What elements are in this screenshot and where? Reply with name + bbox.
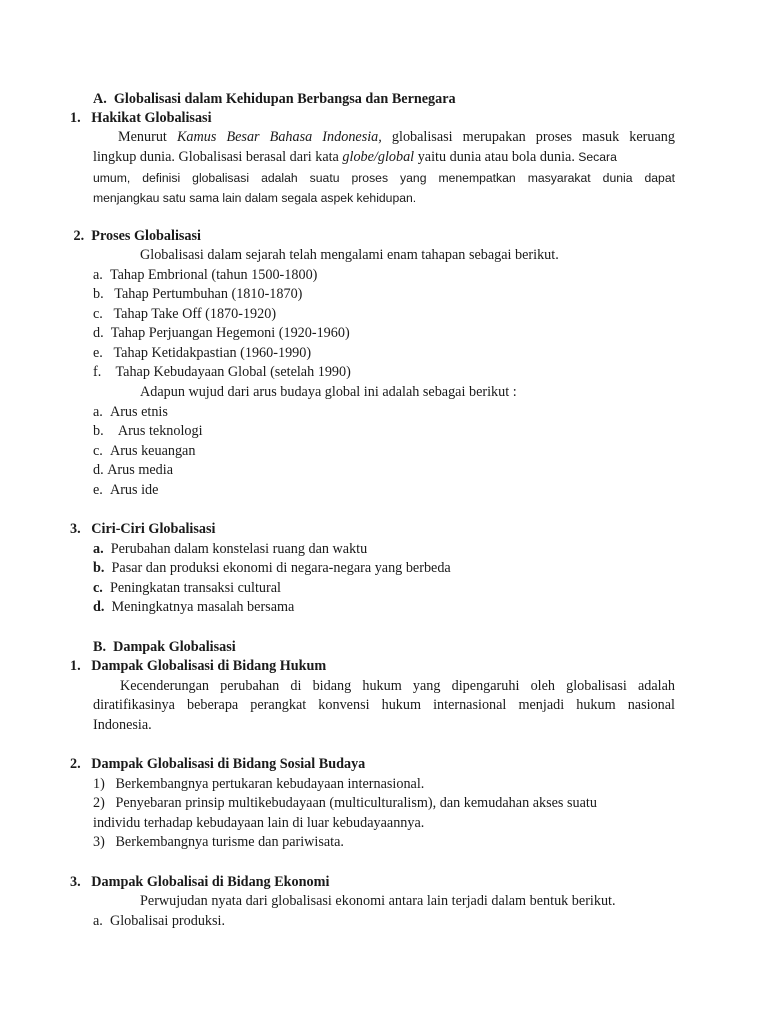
flow-text: Arus keuangan [109,443,196,459]
sosial-number: 2. [70,756,81,772]
ekonomi-intro: Perwujudan nyata dari globalisasi ekonomi antara lain terjadi dalam bentuk berikut. [140,893,616,909]
stage-marker: b. [93,286,104,302]
stage-item [93,285,302,304]
stage-item [93,305,276,324]
hakikat-text: yaitu dunia atau bola dunia. [414,149,575,165]
section-a-marker: A. [93,91,107,107]
ekonomi-heading [70,873,329,892]
proses-heading [70,227,201,246]
flow-item [93,461,173,480]
flow-item [93,442,195,461]
ciri-text: Perubahan dalam konstelasi ruang dan waktu [110,541,368,557]
section-b-heading [93,638,236,657]
ciri-item [93,598,294,617]
sosial-item-2 [93,794,597,813]
flow-item [93,422,203,441]
section-b-title: Dampak Globalisasi [113,639,236,655]
stage-text: Tahap Perjuangan Hegemoni (1920-1960) [110,325,350,341]
ciri-heading [70,520,215,539]
ciri-marker: c. [93,580,103,596]
flow-item [93,403,168,422]
hakikat-title: Hakikat Globalisasi [91,110,212,126]
hakikat-paragraph-line-2 [93,148,617,167]
sosial-heading [70,755,365,774]
ciri-title: Ciri-Ciri Globalisasi [91,521,216,537]
flow-text: Arus ide [109,482,159,498]
stage-text: Tahap Take Off (1870-1920) [113,306,277,322]
hukum-paragraph-line-3: Indonesia. [93,717,152,733]
section-a-heading [93,90,456,109]
sosial-item-3 [93,833,344,852]
ekonomi-marker: a. [93,913,103,929]
sosial-text: Berkembangnya pertukaran kebudayaan internasional. [115,776,425,792]
stage-marker: a. [93,267,103,283]
stage-item [93,344,311,363]
proses-intro: Globalisasi dalam sejarah telah mengalami enam tahapan sebagai berikut. [140,247,559,263]
sosial-title: Dampak Globalisasi di Bidang Sosial Budaya [91,756,366,772]
sosial-marker: 3) [93,834,105,850]
sosial-text: Penyebaran prinsip multikebudayaan (multiculturalism), dan kemudahan akses suatu [115,795,597,811]
section-b-marker: B. [93,639,107,655]
ciri-item [93,540,367,559]
hakikat-number: 1. [70,110,81,126]
flow-marker: e. [93,482,103,498]
stage-marker: e. [93,345,103,361]
stage-item [93,363,351,382]
flow-item [93,481,158,500]
sosial-item-2-continuation: individu terhadap kebudayaan lain di luar kebudayaannya. [93,815,425,831]
flow-marker: d. [93,462,104,478]
stage-text: Tahap Ketidakpastian (1960-1990) [113,345,312,361]
ekonomi-number: 3. [70,874,81,890]
ciri-item [93,579,281,598]
ekonomi-item [93,912,225,931]
ciri-marker: d. [93,599,105,615]
hukum-heading [70,657,326,676]
ciri-item [93,559,451,578]
hakikat-text: lingkup dunia. Globalisasi berasal dari kata [93,149,343,165]
ciri-text: Pasar dan produksi ekonomi di negara-negara yang berbeda [111,560,451,576]
proses-number: 2. [73,228,85,244]
section-a-title: Globalisasi dalam Kehidupan Berbangsa dan Bernegara [113,91,456,107]
flow-marker: a. [93,404,103,420]
sosial-marker: 2) [93,795,105,811]
hukum-title: Dampak Globalisasi di Bidang Hukum [91,658,327,674]
sosial-item-1 [93,775,424,794]
hukum-paragraph-line-1: Kecenderungan perubahan di bidang hukum yang dipengaruhi oleh globalisasi adalah [120,678,675,694]
hukum-number: 1. [70,658,81,674]
hakikat-heading [70,109,212,128]
stage-text: Tahap Embrional (tahun 1500-1800) [109,267,318,283]
flow-text: Arus media [107,462,173,478]
ciri-marker: b. [93,560,105,576]
ekonomi-text: Globalisai produksi. [109,913,226,929]
flow-text: Arus teknologi [117,423,203,439]
stage-marker: f. [93,364,102,380]
stage-item [93,324,350,343]
stage-item [93,266,317,285]
ciri-number: 3. [70,521,81,537]
flow-text: Arus etnis [109,404,168,420]
flow-marker: c. [93,443,103,459]
hakikat-paragraph-line-1 [93,128,675,147]
hakikat-text: Secara [574,150,617,164]
flows-intro: Adapun wujud dari arus budaya global ini adalah sebagai berikut : [140,384,517,400]
hakikat-text: globalisasi merupakan proses masuk keruang [381,129,675,145]
ciri-text: Meningkatnya masalah bersama [111,599,295,615]
ciri-marker: a. [93,541,104,557]
ekonomi-title: Dampak Globalisai di Bidang Ekonomi [91,874,330,890]
hakikat-paragraph-line-3: umum, definisi globalisasi adalah suatu proses yang menempatkan masyarakat dunia dapat [93,171,675,185]
sosial-text: Berkembangnya turisme dan pariwisata. [115,834,344,850]
flow-marker: b. [93,423,104,439]
hakikat-paragraph-line-4: menjangkau satu sama lain dalam segala aspek kehidupan. [93,191,417,205]
proses-title: Proses Globalisasi [91,228,201,244]
stage-text: Tahap Kebudayaan Global (setelah 1990) [115,364,351,380]
stage-marker: c. [93,306,103,322]
stage-marker: d. [93,325,104,341]
stage-text: Tahap Pertumbuhan (1810-1870) [114,286,303,302]
sosial-marker: 1) [93,776,105,792]
ciri-text: Peningkatan transaksi cultural [109,580,281,596]
hukum-paragraph-line-2: diratifikasinya beberapa perangkat konvensi hukum internasional menjadi hukum nasional [93,697,675,713]
hakikat-text: Menurut [118,129,177,145]
kbbi-title: Kamus Besar Bahasa Indonesia, [176,129,382,145]
globe-term: globe/global [342,149,415,165]
